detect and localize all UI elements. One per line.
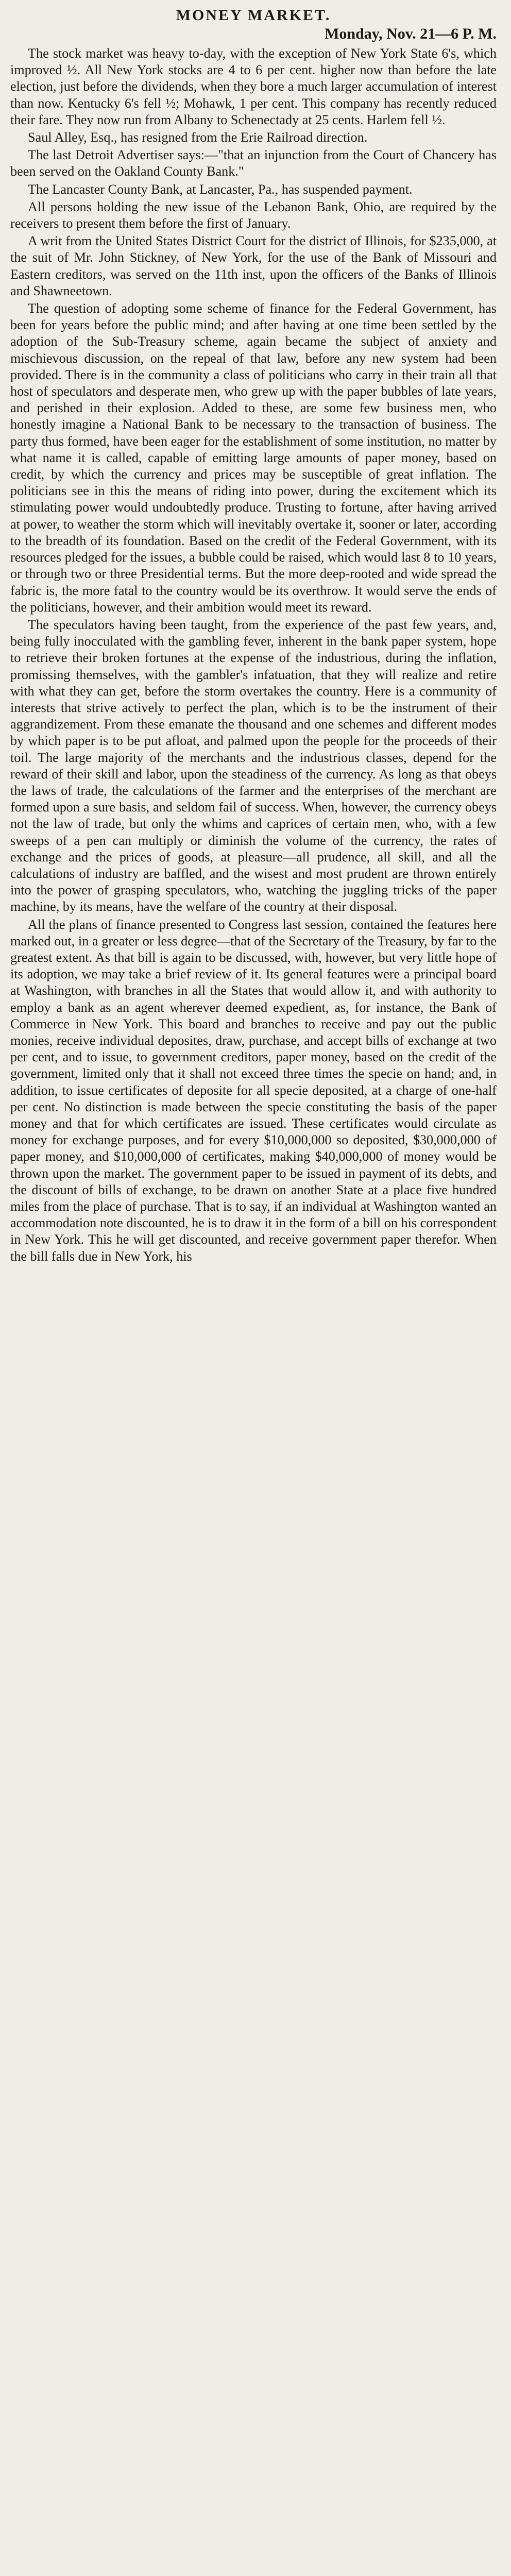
paragraph-federal-finance: The question of adopting some scheme of finance for the Federal Government, has been for years before the public mind; and after having at one time been settled by the adoption of the Sub-Treasury scheme, again became the subject of anxiety and mischievous discussion, on the repeal of that law, before any new system had been provided. There is in the community a class of politicians who carry in their train all that host of speculators and desperate men, who grew up with the paper bubbles of late years, and perished in their explosion. Added to these, are some few business men, who honestly imagine a National Bank to be necessary to the transaction of business. The party thus formed, have been eager for the establishment of some institution, no matter by what name it is called, capable of emitting large amounts of paper money, based on credit, by which the currency and prices may be susceptible of great inflation. The politicians see in this the means of riding into power, during the excitement which its stimulating power would undoubtedly produce. Trusting to fortune, after having arrived at power, to weather the storm which will inevitably overtake it, sooner or later, according to the breadth of its foundation. Based on the credit of the Federal Government, with its resources pledged for the issues, a bubble could be raised, which would last 8 to 10 years, or through two or three Presidential terms. But the more deep-rooted and wide spread the fabric is, the more fatal to the country would be its overthrow. It would serve the ends of the politicians, however, and their ambition would meet its reward. [10,301,497,615]
paragraph-erie-railroad: Saul Alley, Esq., has resigned from the Erie Railroad direction. [28,130,368,145]
money-market-column [10,6,497,1265]
paragraph-finance-plans: All the plans of finance presented to Congress last session, contained the features here marked out, in a greater or less degree—that of the Secretary of the Treasury, by far to the greatest extent. As that bill is again to be discussed, with, however, but very little hope of its adoption, we may take a brief review of it. Its general features were a principal board at Washington, with branches in all the States that would allow it, and with authority to employ a bank as an agent wherever deemed expedient, as, for instance, the Bank of Commerce in New York. This board and branches to receive and pay out the public monies, receive individual deposites, draw, purchase, and accept bills of exchange at two per cent, and to issue, to government creditors, paper money, based on the credit of the government, limited only that it shall not exceed three times the specie on hand; and, in addition, to issue certificates of deposite for all specie deposited, at a charge of one-half per cent. No distinction is made between the specie constituting the basis of the paper money and that for which certificates are issued. These certificates would circulate as money for exchange purposes, and for every $10,000,000 so deposited, $30,000,000 of paper money, and $10,000,000 of certificates, making $40,000,000 of money would be thrown upon the market. The government paper to be issued in payment of its debts, and the discount of bills of exchange, to be drawn on another State at a place five hundred miles from the place of purchase. That is to say, if an individual at Washington wanted an accommodation note discounted, he is to draw it in the form of a bill on his correspondent in New York. This he will get discounted, and receive government paper therefor. When the bill falls due in New York, his [10,917,497,1264]
paragraph-illinois-writ: A writ from the United States District Court for the district of Illinois, for $235,000, at the suit of Mr. John Stickney, of New York, for the use of the Bank of Missouri and Eastern creditors, was served on the 11th inst, upon the officers of the Banks of Illinois and Shawneetown. [10,233,497,298]
paragraph-stock-market: The stock market was heavy to-day, with the exception of New York State 6's, which improved ½. All New York stocks are 4 to 6 per cent. higher now than before the late election, just before the dividends, when they bore a much larger accumulation of interest than now. Kentucky 6's fell ½; Mohawk, 1 per cent. This company has recently reduced their fare. They now run from Albany to Schenectady at 25 cents. Harlem fell ½. [10,46,497,127]
paragraph-lancaster-bank: The Lancaster County Bank, at Lancaster, Pa., has suspended payment. [28,181,413,197]
paragraph-detroit-advertiser: The last Detroit Advertiser says:—"that an injunction from the Court of Chancery has been served on the Oakland County Bank." [10,147,497,179]
paragraph-lebanon-bank: All persons holding the new issue of the Lebanon Bank, Ohio, are required by the receivers to present them before the first of January. [10,199,497,231]
paragraph-speculators: The speculators having been taught, from the experience of the past few years, and, being fully inocculated with the gambling fever, inherent in the bank paper system, hope to retrieve their broken fortunes at the expense of the industrious, during the inflation, promissing themselves, with the gambler's infatuation, that they will realize and retire with what they can get, before the storm overtakes the country. Here is a community of interests that strive actively to perfect the plan, which is to be the instrument of their aggrandizement. From these emanate the thousand and one schemes and different modes by which paper is to be put afloat, and palmed upon the people for the proceeds of their toil. The large majority of the merchants and the industrious classes, depend for the reward of their skill and labor, upon the steadiness of the currency. As long as that obeys the laws of trade, the calculations of the farmer and the enterprises of the merchant are formed upon a sure basis, and seldom fail of success. When, however, the currency obeys not the law of trade, but only the whims and caprices of certain men, who, with a few sweeps of a pen can multiply or diminish the volume of the currency, the rates of exchange and the prices of goods, at pleasure—all prudence, all skill, and all the calculations of industry are baffled, and the wisest and most prudent are thrown entirely into the power of grasping speculators, who, watching the juggling tricks of the paper machine, by its means, have the welfare of the country at their disposal. [10,617,497,914]
dateline: Monday, Nov. 21—6 P. M. [325,25,497,42]
section-title: MONEY MARKET. [176,7,331,24]
